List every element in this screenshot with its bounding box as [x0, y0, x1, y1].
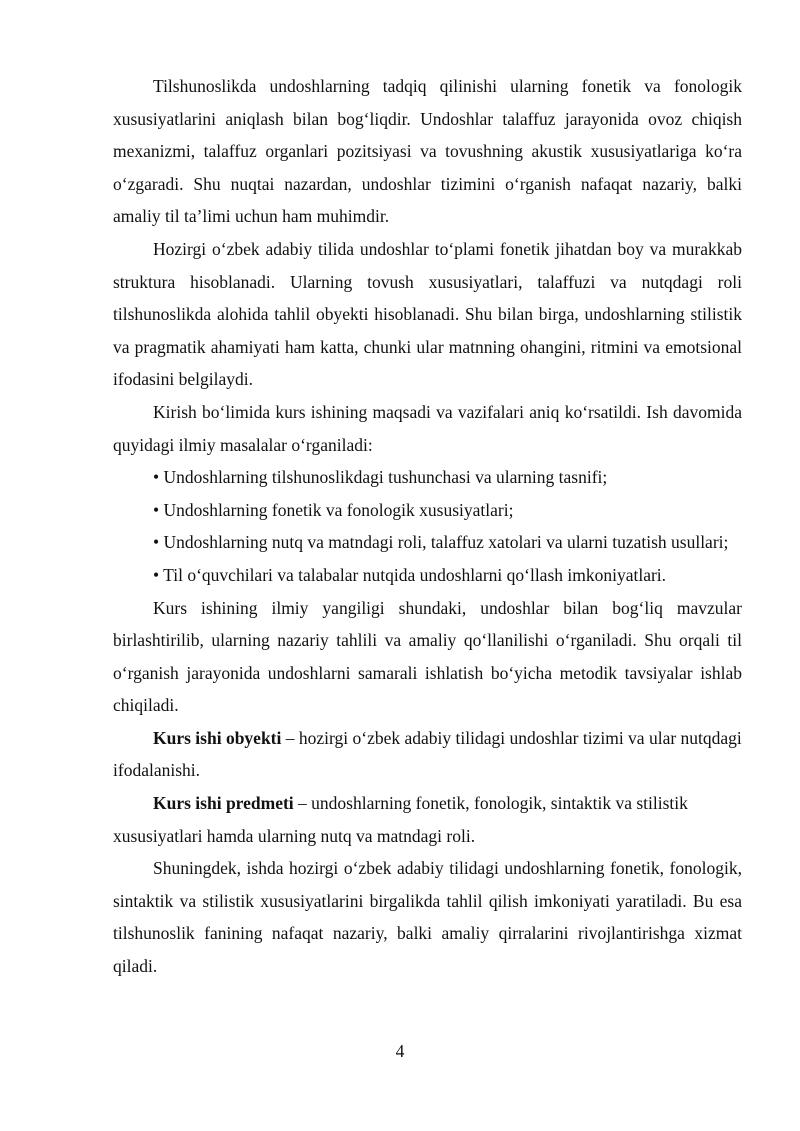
paragraph-research-subject: [113, 787, 742, 852]
research-subject-text: – undoshlarning fonetik, fonologik, sintaktik va stilistik xususiyatlari hamda ularning nutq va matndagi roli.: [113, 793, 688, 846]
paragraph-scientific-novelty: Kurs ishining ilmiy yangiligi shundaki, undoshlar bilan bog‘liq mavzular birlashtirilib, ularning nazariy tahlili va amaliy qo‘llanilishi o‘rganiladi. Shu orqali til o‘rganish jarayonida undoshlarni samarali ishlatish bo‘yicha metodik tavsiyalar ishlab chiqiladi.: [113, 597, 742, 716]
research-object-term: Kurs ishi obyekti: [153, 727, 282, 748]
paragraph-research-object: [113, 722, 742, 787]
bullet-item-1: • Undoshlarning tilshunoslikdagi tushunchasi va ularning tasnifi;: [153, 467, 608, 488]
paragraph-uzbek-consonants: Hozirgi o‘zbek adabiy tilida undoshlar to‘plami fonetik jihatdan boy va murakkab struktura hisoblanadi. Ularning tovush xususiyatlari, talaffuzi va nutqdagi roli tilshunoslikda alohida tahlil obyekti hisoblanadi. Shu bilan birga, undoshlarning stilistik va pragmatik ahamiyati ham katta, chunki ular matnning ohangini, ritmini va emotsional ifodasini belgilaydi.: [113, 238, 742, 390]
bullet-item-2: • Undoshlarning fonetik va fonologik xususiyatlari;: [153, 499, 514, 520]
paragraph-conclusion: Shuningdek, ishda hozirgi o‘zbek adabiy tilidagi undoshlarning fonetik, fonologik, sintaktik va stilistik xususiyatlarini birgalikda tahlil qilish imkoniyati yaratiladi. Bu esa tilshunoslik fanining nafaqat nazariy, balki amaliy qirralarini rivojlantirishga xizmat qiladi.: [113, 858, 742, 977]
paragraph-introduction-goals: Kirish bo‘limida kurs ishining maqsadi va vazifalari aniq ko‘rsatildi. Ish davomida quyidagi ilmiy masalalar o‘rganiladi:: [113, 401, 742, 455]
page-number: 4: [395, 1041, 405, 1061]
bullet-item-3: • Undoshlarning nutq va matndagi roli, talaffuz xatolari va ularni tuzatish usullari;: [153, 532, 729, 553]
paragraph-intro: Tilshunoslikda undoshlarning tadqiq qilinishi ularning fonetik va fonologik xususiyatlarini aniqlash bilan bog‘liqdir. Undoshlar talaffuz jarayonida ovoz chiqish mexanizmi, talaffuz organlari pozitsiyasi va tovushning akustik xususiyatlariga ko‘ra o‘zgaradi. Shu nuqtai nazardan, undoshlar tizimini o‘rganish nafaqat nazariy, balki amaliy til ta’limi uchun ham muhimdir.: [113, 76, 742, 227]
document-page: [113, 70, 742, 983]
research-subject-term: Kurs ishi predmeti: [153, 793, 294, 814]
research-object-text: – hozirgi o‘zbek adabiy tilidagi undoshlar tizimi va ular nutqdagi ifodalanishi.: [113, 727, 742, 781]
bullet-item-4: • Til o‘quvchilari va talabalar nutqida undoshlarni qo‘llash imkoniyatlari.: [153, 564, 667, 585]
